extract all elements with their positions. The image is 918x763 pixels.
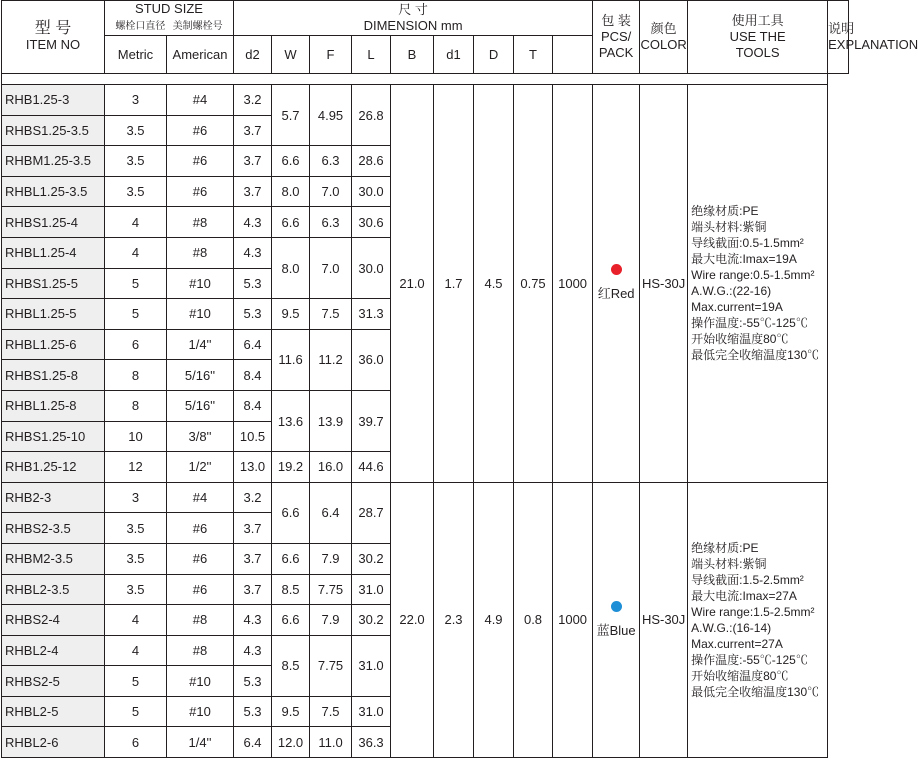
l-cell: 31.3 [352, 299, 391, 330]
d2-cell: 4.3 [234, 605, 272, 636]
l-cell: 36.3 [352, 727, 391, 758]
color-cell [593, 482, 640, 757]
american-cell: #8 [167, 207, 234, 238]
w-cell: 19.2 [272, 452, 310, 483]
header-stud-american-cn: 美制螺栓号 [172, 21, 223, 32]
header-dim-en: DIMENSION mm [363, 18, 463, 33]
header-w: W [272, 36, 310, 74]
w-cell: 6.6 [272, 146, 310, 177]
header-item-no [2, 1, 105, 74]
header-tools-en2: TOOLS [735, 45, 780, 60]
f-cell: 7.0 [310, 176, 352, 207]
header-tools-cn: 使用工具 [731, 13, 784, 28]
header-pack-cn: 包 装 [601, 13, 631, 28]
american-cell: 1/4'' [167, 329, 234, 360]
f-cell: 7.9 [310, 605, 352, 636]
l-cell: 31.0 [352, 696, 391, 727]
metric-cell: 3.5 [105, 176, 167, 207]
metric-cell: 6 [105, 329, 167, 360]
header-american: American [167, 36, 234, 74]
w-cell: 11.6 [272, 329, 310, 390]
spec-table [1, 0, 918, 758]
item-no-cell: RHBL2-4 [2, 635, 105, 666]
metric-cell: 6 [105, 727, 167, 758]
american-cell: #10 [167, 666, 234, 697]
american-cell: #6 [167, 176, 234, 207]
item-no-cell: RHB1.25-12 [2, 452, 105, 483]
d2-cell: 3.7 [234, 574, 272, 605]
pack-cell: 1000 [553, 482, 593, 757]
american-cell: #6 [167, 574, 234, 605]
d2-cell: 8.4 [234, 390, 272, 421]
b-cell: 22.0 [391, 482, 434, 757]
tool-cell: HS-30J [640, 482, 688, 757]
w-cell: 6.6 [272, 482, 310, 543]
item-no-cell: RHBL1.25-3.5 [2, 176, 105, 207]
f-cell: 7.75 [310, 635, 352, 696]
explanation-line: 端头材料:紫铜 [691, 556, 767, 571]
l-cell: 28.7 [352, 482, 391, 543]
w-cell: 6.6 [272, 605, 310, 636]
l-cell: 28.6 [352, 146, 391, 177]
explanation-line: 开始收缩温度80℃ [691, 668, 789, 683]
w-cell: 8.0 [272, 176, 310, 207]
explanation-line: 端头材料:紫铜 [691, 220, 767, 235]
f-cell: 6.3 [310, 207, 352, 238]
american-cell: 3/8'' [167, 421, 234, 452]
item-no-cell: RHBS1.25-10 [2, 421, 105, 452]
header-stud-metric-cn: 螺栓口直径 [115, 21, 166, 32]
l-cell: 30.0 [352, 176, 391, 207]
header-l: L [352, 36, 391, 74]
metric-cell: 5 [105, 696, 167, 727]
item-no-cell: RHBS2-5 [2, 666, 105, 697]
explanation-cell [688, 85, 828, 483]
d2-cell: 3.7 [234, 146, 272, 177]
american-cell: #10 [167, 268, 234, 299]
f-cell: 6.3 [310, 146, 352, 177]
american-cell: #6 [167, 513, 234, 544]
header-tools [688, 1, 828, 74]
f-cell: 4.95 [310, 85, 352, 146]
metric-cell: 4 [105, 605, 167, 636]
explanation-line: A.W.G.:(16-14) [691, 620, 772, 635]
header-explain-cn: 说明 [828, 21, 855, 36]
f-cell: 11.2 [310, 329, 352, 390]
f-cell: 7.5 [310, 299, 352, 330]
t-cell: 0.75 [514, 85, 553, 483]
pack-cell: 1000 [553, 85, 593, 483]
item-no-cell: RHBL1.25-8 [2, 390, 105, 421]
b-cell: 21.0 [391, 85, 434, 483]
header-metric: Metric [105, 36, 167, 74]
american-cell: #4 [167, 482, 234, 513]
table-row [2, 85, 849, 116]
color-label: 红Red [597, 286, 635, 302]
explanation-line: 操作温度:-55℃-125℃ [691, 316, 808, 331]
item-no-cell: RHBL1.25-5 [2, 299, 105, 330]
d2-cell: 4.3 [234, 237, 272, 268]
f-cell: 7.9 [310, 543, 352, 574]
item-no-cell: RHB1.25-3 [2, 85, 105, 116]
american-cell: #8 [167, 605, 234, 636]
w-cell: 8.5 [272, 635, 310, 696]
w-cell: 8.0 [272, 237, 310, 298]
american-cell: 1/2'' [167, 452, 234, 483]
f-cell: 7.5 [310, 696, 352, 727]
d2-cell: 5.3 [234, 666, 272, 697]
header-pack-en1: PCS/ [600, 29, 632, 44]
d-cell: 4.9 [474, 482, 514, 757]
header-color [640, 1, 688, 74]
d-cell: 4.5 [474, 85, 514, 483]
explanation-line: 导线截面:1.5-2.5mm² [691, 572, 804, 587]
metric-cell: 3 [105, 482, 167, 513]
d2-cell: 5.3 [234, 299, 272, 330]
item-no-cell: RHBM1.25-3.5 [2, 146, 105, 177]
w-cell: 6.6 [272, 543, 310, 574]
d2-cell: 5.3 [234, 696, 272, 727]
header-dim-cn: 尺 寸 [398, 2, 428, 17]
f-cell: 13.9 [310, 390, 352, 451]
metric-cell: 4 [105, 237, 167, 268]
item-no-cell: RHBS1.25-8 [2, 360, 105, 391]
w-cell: 9.5 [272, 299, 310, 330]
color-label: 蓝Blue [596, 622, 636, 638]
header-f: F [310, 36, 352, 74]
d2-cell: 3.7 [234, 115, 272, 146]
header-model-en: ITEM NO [25, 37, 81, 52]
header-explanation [828, 1, 918, 74]
explanation-cell [688, 482, 828, 757]
metric-cell: 8 [105, 390, 167, 421]
f-cell: 11.0 [310, 727, 352, 758]
explanation-line: 开始收缩温度80℃ [691, 332, 789, 347]
metric-cell: 5 [105, 666, 167, 697]
explanation-line: 最低完全收缩温度130℃ [691, 348, 820, 363]
explanation-line: Wire range:0.5-1.5mm² [691, 268, 815, 283]
d2-cell: 4.3 [234, 207, 272, 238]
item-no-cell: RHB2-3 [2, 482, 105, 513]
d2-cell: 13.0 [234, 452, 272, 483]
metric-cell: 3.5 [105, 574, 167, 605]
explanation-line: 最低完全收缩温度130℃ [691, 684, 820, 699]
f-cell: 7.0 [310, 237, 352, 298]
american-cell: #10 [167, 299, 234, 330]
w-cell: 8.5 [272, 574, 310, 605]
header-color-en: COLOR [640, 37, 687, 52]
w-cell: 5.7 [272, 85, 310, 146]
explanation-line: Max.current=27A [691, 636, 783, 651]
d2-cell: 6.4 [234, 329, 272, 360]
item-no-cell: RHBL2-6 [2, 727, 105, 758]
header-model-cn: 型 号 [34, 20, 72, 37]
header-separator [2, 74, 849, 85]
header-color-cn: 颜色 [650, 21, 677, 36]
item-no-cell: RHBL2-5 [2, 696, 105, 727]
d1-cell: 2.3 [434, 482, 474, 757]
header-d1: d1 [434, 36, 474, 74]
w-cell: 12.0 [272, 727, 310, 758]
explanation-line: 最大电流:Imax=27A [691, 588, 797, 603]
l-cell: 44.6 [352, 452, 391, 483]
explanation-line: 绝缘材质:PE [691, 204, 759, 219]
d2-cell: 6.4 [234, 727, 272, 758]
w-cell: 6.6 [272, 207, 310, 238]
d2-cell: 8.4 [234, 360, 272, 391]
l-cell: 30.6 [352, 207, 391, 238]
w-cell: 13.6 [272, 390, 310, 451]
color-dot-icon [611, 264, 622, 275]
header-stud-size [105, 1, 234, 36]
d2-cell: 3.2 [234, 85, 272, 116]
d2-cell: 10.5 [234, 421, 272, 452]
d2-cell: 3.7 [234, 513, 272, 544]
t-cell: 0.8 [514, 482, 553, 757]
american-cell: #6 [167, 146, 234, 177]
explanation-line: A.W.G.:(22-16) [691, 284, 772, 299]
header-tools-en1: USE THE [729, 29, 786, 44]
f-cell: 16.0 [310, 452, 352, 483]
header-stud-title: STUD SIZE [135, 1, 203, 16]
explanation-line: Max.current=19A [691, 300, 783, 315]
w-cell: 9.5 [272, 696, 310, 727]
american-cell: #8 [167, 635, 234, 666]
header-d2: d2 [234, 36, 272, 74]
table-row [2, 482, 849, 513]
american-cell: #4 [167, 85, 234, 116]
american-cell: #8 [167, 237, 234, 268]
american-cell: 5/16'' [167, 390, 234, 421]
item-no-cell: RHBS1.25-5 [2, 268, 105, 299]
metric-cell: 5 [105, 299, 167, 330]
metric-cell: 10 [105, 421, 167, 452]
american-cell: 1/4'' [167, 727, 234, 758]
item-no-cell: RHBL2-3.5 [2, 574, 105, 605]
l-cell: 26.8 [352, 85, 391, 146]
explanation-line: 操作温度:-55℃-125℃ [691, 652, 808, 667]
header-t: T [514, 36, 553, 74]
header-d: D [474, 36, 514, 74]
d1-cell: 1.7 [434, 85, 474, 483]
metric-cell: 3.5 [105, 115, 167, 146]
header-explain-en: EXPLANATION [828, 37, 918, 52]
american-cell: #6 [167, 115, 234, 146]
item-no-cell: RHBS1.25-3.5 [2, 115, 105, 146]
d2-cell: 5.3 [234, 268, 272, 299]
metric-cell: 3.5 [105, 543, 167, 574]
header-dimension [234, 1, 593, 36]
metric-cell: 3.5 [105, 146, 167, 177]
american-cell: #10 [167, 696, 234, 727]
explanation-line: Wire range:1.5-2.5mm² [691, 604, 815, 619]
l-cell: 36.0 [352, 329, 391, 390]
metric-cell: 4 [105, 207, 167, 238]
metric-cell: 4 [105, 635, 167, 666]
item-no-cell: RHBL1.25-4 [2, 237, 105, 268]
d2-cell: 3.2 [234, 482, 272, 513]
header-pack [593, 1, 640, 74]
d2-cell: 4.3 [234, 635, 272, 666]
color-cell [593, 85, 640, 483]
explanation-line: 导线截面:0.5-1.5mm² [691, 236, 804, 251]
color-dot-icon [611, 601, 622, 612]
explanation-line: 绝缘材质:PE [691, 540, 759, 555]
d2-cell: 3.7 [234, 543, 272, 574]
item-no-cell: RHBS1.25-4 [2, 207, 105, 238]
item-no-cell: RHBS2-3.5 [2, 513, 105, 544]
metric-cell: 8 [105, 360, 167, 391]
header-pack-en2: PACK [598, 45, 634, 60]
item-no-cell: RHBS2-4 [2, 605, 105, 636]
l-cell: 30.0 [352, 237, 391, 298]
item-no-cell: RHBL1.25-6 [2, 329, 105, 360]
metric-cell: 5 [105, 268, 167, 299]
explanation-line: 最大电流:Imax=19A [691, 252, 797, 267]
l-cell: 31.0 [352, 574, 391, 605]
l-cell: 30.2 [352, 605, 391, 636]
american-cell: 5/16'' [167, 360, 234, 391]
header-b: B [391, 36, 434, 74]
american-cell: #6 [167, 543, 234, 574]
f-cell: 6.4 [310, 482, 352, 543]
item-no-cell: RHBM2-3.5 [2, 543, 105, 574]
tool-cell: HS-30J [640, 85, 688, 483]
metric-cell: 3.5 [105, 513, 167, 544]
metric-cell: 12 [105, 452, 167, 483]
metric-cell: 3 [105, 85, 167, 116]
l-cell: 31.0 [352, 635, 391, 696]
l-cell: 39.7 [352, 390, 391, 451]
l-cell: 30.2 [352, 543, 391, 574]
d2-cell: 3.7 [234, 176, 272, 207]
f-cell: 7.75 [310, 574, 352, 605]
